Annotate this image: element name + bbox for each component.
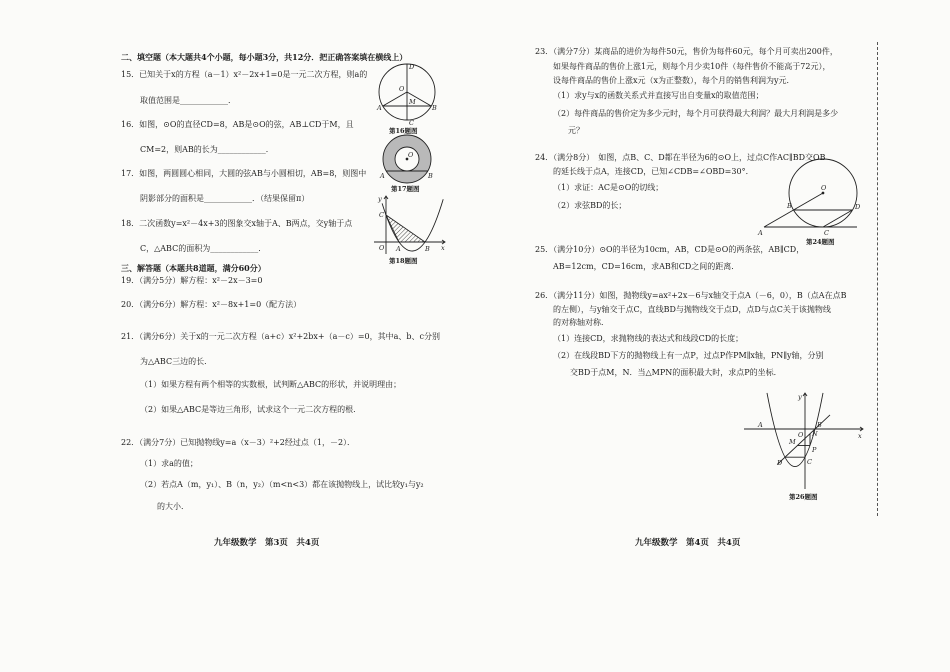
figure-17-label: A	[380, 172, 385, 180]
question-17-line-1: 17．如图，两圆圆心相同，大圆的弦AB与小圆相切，AB=8，则图中	[121, 169, 367, 178]
figure-16-caption: 第16题图	[389, 127, 418, 135]
figure-16-label: C	[409, 119, 414, 127]
question-15-line-1: 15．已知关于x的方程（a－1）x²－2x+1=0是一元二次方程，则a的	[121, 70, 368, 79]
question-24-line-1: 24．（满分8分） 如图，点B、C、D都在半径为6的⊙O上，过点C作AC∥BD交OB	[535, 153, 826, 162]
figure-17-label: B	[428, 172, 433, 180]
figure-24-circle-tangent-diagram	[757, 155, 869, 237]
page-4-footer: 九年级数学 第4页 共4页	[635, 538, 741, 548]
page-3-footer: 九年级数学 第3页 共4页	[214, 538, 320, 548]
question-26-line-3: 的对称轴对称．	[553, 318, 609, 327]
section-2-header: 二、填空题（本大题共4个小题，每小题3分，共12分．把正确答案填在横线上）	[121, 52, 408, 62]
question-26-line-1: 26．（满分11分）如图，抛物线y=ax²+2x－6与x轴交于点A（－6，0），B（点A在点B	[535, 291, 847, 300]
question-23-line-1: 23．（满分7分）某商品的进价为每件50元，售价为每件60元，每个月可卖出200件，	[535, 47, 838, 56]
figure-16-circle-diagram	[377, 58, 437, 126]
figure-26-caption: 第26题图	[789, 493, 818, 501]
figure-16-label: B	[432, 104, 437, 112]
figure-26-label: N	[812, 430, 818, 438]
figure-18-label: C	[379, 211, 384, 219]
figure-26-label: B	[817, 421, 822, 429]
question-16-line-1: 16．如图，⊙O的直径CD=8，AB是⊙O的弦，AB⊥CD于M，且	[121, 120, 354, 129]
question-26-part-1: （1）连接CD，求抛物线的表达式和线段CD的长度；	[553, 334, 744, 343]
figure-26-label: A	[758, 421, 763, 429]
figure-18-label: x	[441, 244, 445, 252]
figure-24-caption: 第24题图	[806, 238, 835, 246]
figure-18-label: A	[396, 245, 401, 253]
figure-26-label: D	[777, 459, 783, 467]
question-22-part-2: （2）若点A（m，y₁）、B（n，y₂）（m<n<3）都在该抛物线上，试比较y₁与y₂	[140, 480, 424, 489]
question-24-part-2: （2）求弦BD的长；	[553, 201, 627, 210]
question-23-line-2: 如果每件商品的售价上涨1元，则每个月少卖10件（每件售价不能高于72元），	[553, 62, 831, 71]
figure-24-label: C	[824, 229, 829, 237]
question-21-line-1: 21．（满分6分）关于x的一元二次方程（a+c）x²+2bx+（a－c）=0，其中a、b、c分别	[121, 332, 440, 341]
figure-18-label: y	[378, 195, 382, 203]
figure-17-concentric-circles	[377, 134, 437, 184]
figure-17-caption: 第17题图	[391, 185, 420, 193]
question-22-part-1: （1）求a的值；	[140, 459, 198, 468]
figure-18-label: B	[425, 245, 430, 253]
page-fold-dashed-line	[877, 42, 878, 516]
question-21-part-1: （1）如果方程有两个相等的实数根，试判断△ABC的形状，并说明理由；	[140, 380, 402, 389]
figure-24-label: O	[821, 184, 827, 192]
figure-26-label: x	[858, 432, 862, 440]
figure-16-label: O	[399, 85, 405, 93]
question-17-line-2: 阴影部分的面积是____________．（结果保留π）	[140, 194, 310, 203]
figure-26-parabola-line-diagram	[742, 391, 866, 491]
figure-16-label: M	[409, 98, 416, 106]
question-18-line-2: C，△ABC的面积为____________．	[140, 244, 267, 253]
question-23-part-1: （1）求y与x的函数关系式并直接写出自变量x的取值范围；	[553, 91, 764, 100]
question-23-part-2: （2）每件商品的售价定为多少元时，每个月可获得最大利润？最大月利润是多少	[553, 109, 839, 118]
figure-26-label: y	[798, 393, 802, 401]
question-23-part-2-cont: 元？	[568, 126, 584, 135]
figure-26-label: M	[789, 438, 796, 446]
question-21-part-2: （2）如果△ABC是等边三角形，试求这个一元二次方程的根．	[140, 405, 362, 414]
section-3-header: 三、解答题（本题共8道题，满分60分）	[121, 263, 266, 273]
question-25-line-2: AB=12cm，CD=16cm，求AB和CD之间的距离．	[553, 262, 740, 271]
question-22-line-1: 22．（满分7分）已知抛物线y=a（x－3）²+2经过点（1，－2）．	[121, 438, 356, 447]
question-15-line-2: 取值范围是____________．	[140, 96, 236, 105]
question-22-part-2-cont: 的大小．	[157, 502, 189, 511]
figure-24-label: A	[758, 229, 763, 237]
question-26-part-2: （2）在线段BD下方的抛物线上有一点P，过点P作PM∥x轴，PN∥y轴，分别	[553, 351, 824, 360]
question-24-part-1: （1）求证：AC是⊙O的切线；	[553, 183, 664, 192]
question-16-line-2: CM=2，则AB的长为____________．	[140, 145, 274, 154]
figure-26-label: O	[798, 431, 804, 439]
figure-17-label: O	[408, 151, 414, 159]
figure-26-label: P	[812, 446, 817, 454]
question-26-part-2-cont: 交BD于点M，N．当△MPN的面积最大时，求点P的坐标．	[570, 368, 782, 377]
question-21-line-2: 为△ABC三边的长．	[140, 357, 213, 366]
figure-16-label: D	[409, 63, 415, 71]
figure-24-label: B	[787, 202, 792, 210]
figure-18-caption: 第18题图	[389, 257, 418, 265]
question-19: 19．（满分5分）解方程：x²－2x－3=0	[121, 276, 263, 285]
figure-18-parabola-graph	[372, 194, 448, 256]
figure-18-label: O	[379, 244, 385, 252]
question-25-line-1: 25．（满分10分）⊙O的半径为10cm，AB，CD是⊙O的两条弦，AB∥CD，	[535, 245, 805, 254]
figure-26-label: C	[807, 458, 812, 466]
question-26-line-2: 的左侧），与y轴交于点C，直线BD与抛物线交于点D，点D与点C关于该抛物线	[553, 305, 831, 314]
question-24-line-2: 的延长线于点A，连接CD，已知∠CDB=∠OBD=30°．	[553, 167, 754, 176]
question-18-line-1: 18．二次函数y=x²－4x+3的图象交x轴于A、B两点，交y轴于点	[121, 219, 353, 228]
question-23-line-3: 设每件商品的售价上涨x元（x为正整数），每个月的销售利润为y元．	[553, 76, 795, 85]
question-20: 20．（满分6分）解方程：x²－8x+1=0（配方法）	[121, 300, 302, 309]
figure-16-label: A	[377, 104, 382, 112]
figure-24-label: D	[855, 203, 861, 211]
